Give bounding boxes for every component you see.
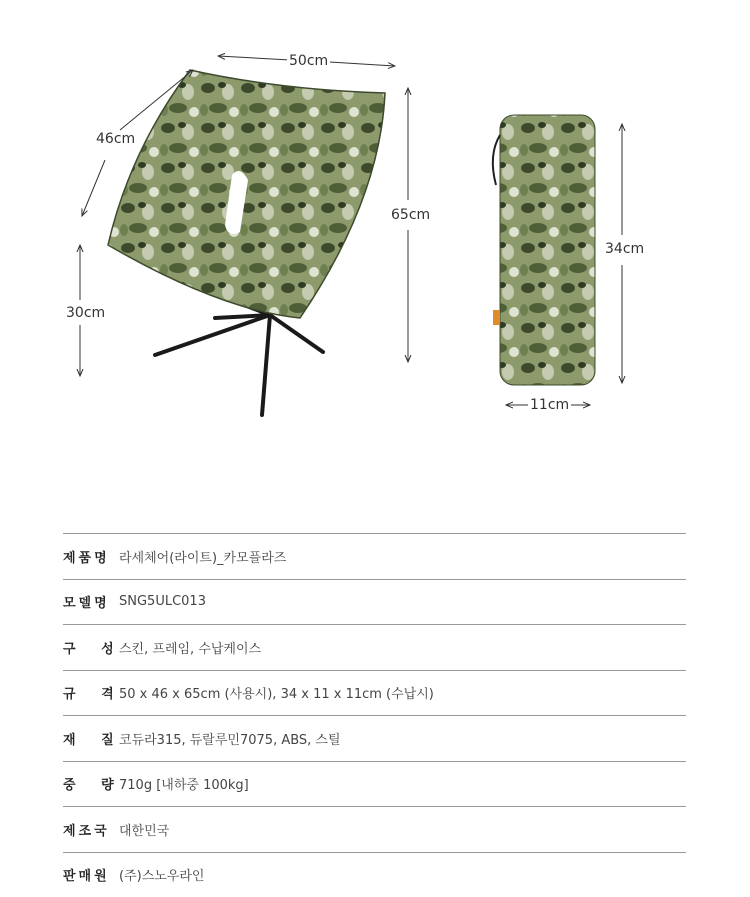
- chair-seat: [108, 70, 385, 318]
- spec-table: [63, 533, 686, 897]
- spec-row: [63, 624, 686, 670]
- spec-label: 중 량: [63, 774, 119, 793]
- height-label: 65cm: [389, 207, 432, 223]
- spec-label: 재 질: [63, 729, 119, 748]
- spec-row: [63, 670, 686, 716]
- spec-label: 모델명: [63, 592, 119, 611]
- spec-row: [63, 852, 686, 897]
- bag-width-label: 11cm: [528, 397, 571, 413]
- spec-value: 710g [내하중 100kg]: [119, 774, 249, 793]
- width-label: 50cm: [287, 53, 330, 69]
- spec-value: 스킨, 프레임, 수납케이스: [119, 638, 261, 657]
- spec-label: 제품명: [63, 547, 119, 566]
- spec-value: 라세체어(라이트)_카모플라즈: [119, 547, 286, 566]
- spec-value: 대한민국: [119, 820, 169, 839]
- spec-value: 코듀라315, 듀랄루민7075, ABS, 스틸: [119, 729, 341, 748]
- spec-label: 규 격: [63, 683, 119, 702]
- spec-row: [63, 579, 686, 625]
- spec-label: 구 성: [63, 638, 119, 657]
- spec-value: SNG5ULC013: [119, 594, 206, 609]
- spec-row: [63, 761, 686, 807]
- spec-row: [63, 806, 686, 852]
- spec-label: 제조국: [63, 820, 119, 839]
- storage-bag: [500, 115, 595, 385]
- spec-value: (주)스노우라인: [119, 865, 205, 884]
- spec-row: [63, 533, 686, 579]
- depth-label: 46cm: [94, 131, 137, 147]
- spec-label: 판매원: [63, 865, 119, 884]
- spec-row: [63, 715, 686, 761]
- bag-height-label: 34cm: [603, 241, 646, 257]
- spec-value: 50 x 46 x 65cm (사용시), 34 x 11 x 11cm (수납시): [119, 683, 434, 702]
- seat-height-label: 30cm: [64, 305, 107, 321]
